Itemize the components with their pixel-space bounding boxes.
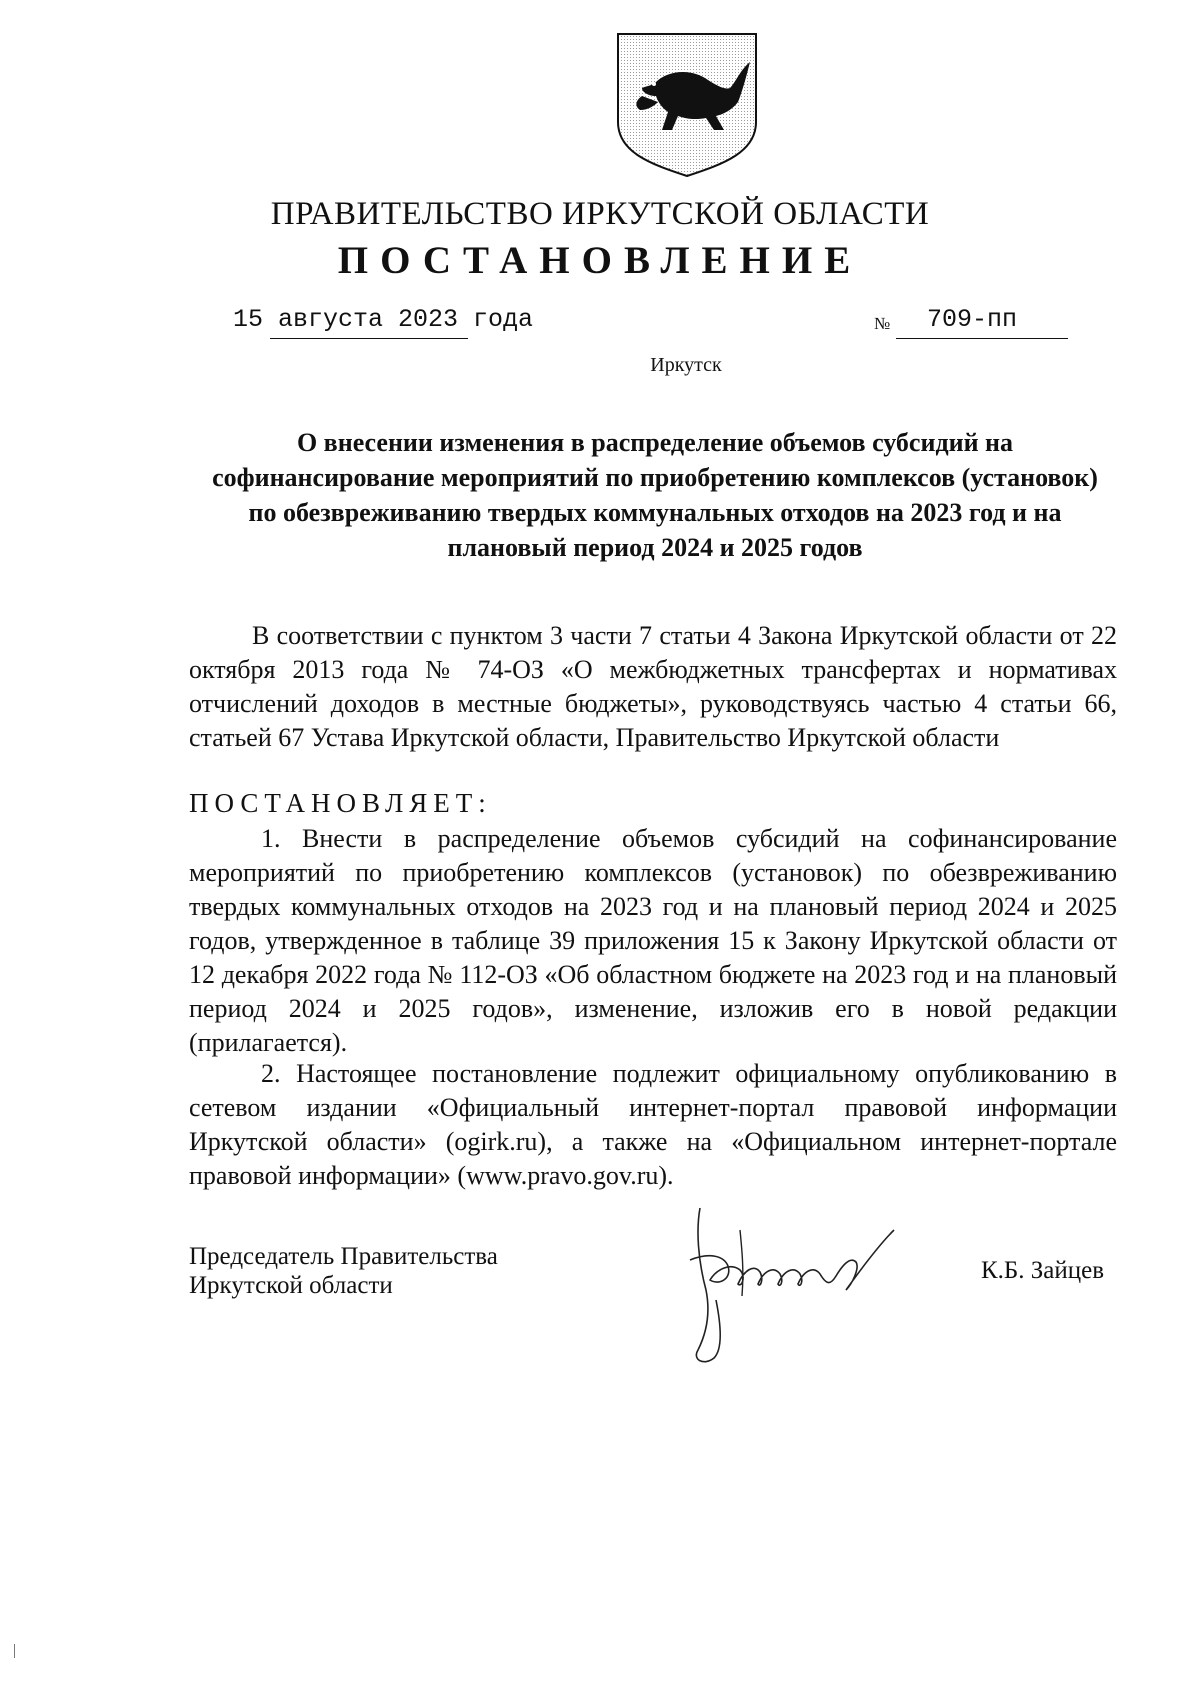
document-date: 15 августа 2023 года bbox=[233, 305, 534, 334]
item-1-paragraph: 1. Внести в распределение объемов субсидий на софинансирование мероприятий по приобретению комплексов (установок) по обезвреживанию твердых коммунальных отходов на 2023 год и на плановый период 2024 и 2025 годов, утвержденное в таблице 39 приложения 15 к Закону Иркутской области от 12 декабря 2022 года № 112-ОЗ «Об областном бюджете на 2023 год и на плановый период 2024 и 2025 годов», изменение, изложив его в новой редакции (прилагается). bbox=[189, 824, 1117, 1057]
document-number: 709-пп bbox=[927, 305, 1018, 334]
coat-of-arms-icon bbox=[612, 30, 762, 178]
signatory-name: К.Б. Зайцев bbox=[981, 1257, 1105, 1284]
item-2-paragraph: 2. Настоящее постановление подлежит официальному опубликованию в сетевом издании «Официальный интернет-портал правовой информации Иркутской области» (ogirk.ru), а также на «Официальном интернет-портале правовой информации» (www.pravo.gov.ru). bbox=[189, 1059, 1117, 1190]
document-type: ПОСТАНОВЛЕНИЕ bbox=[337, 239, 863, 282]
signatory-position-line-2: Иркутской области bbox=[189, 1272, 393, 1299]
signature-icon bbox=[680, 1200, 940, 1370]
organization-name: ПРАВИТЕЛЬСТВО ИРКУТСКОЙ ОБЛАСТИ bbox=[270, 196, 930, 232]
date-underline bbox=[270, 338, 468, 339]
scan-edge-mark bbox=[14, 1644, 15, 1658]
document-subject: О внесении изменения в распределение объемов субсидий на софинансирование мероприятий по приобретению комплексов (установок) по обезвреживанию твердых коммунальных отходов на 2023 год и на плановый период 2024 и 2025 годов bbox=[212, 428, 1098, 562]
signatory-position bbox=[189, 1242, 498, 1300]
number-sign: № bbox=[874, 314, 891, 333]
signatory-position-line-1: Председатель Правительства bbox=[189, 1243, 498, 1270]
preamble-paragraph: В соответствии с пунктом 3 части 7 статьи 4 Закона Иркутской области от 22 октября 2013 года № 74-ОЗ «О межбюджетных трансфертах и нормативах отчислений доходов в местные бюджеты», руководствуясь частью 4 статьи 66, статьей 67 Устава Иркутской области, Правительство Иркутской области bbox=[189, 621, 1117, 752]
number-underline bbox=[896, 338, 1068, 339]
decree-word: ПОСТАНОВЛЯЕТ: bbox=[189, 788, 492, 818]
city-name: Иркутск bbox=[650, 354, 722, 376]
